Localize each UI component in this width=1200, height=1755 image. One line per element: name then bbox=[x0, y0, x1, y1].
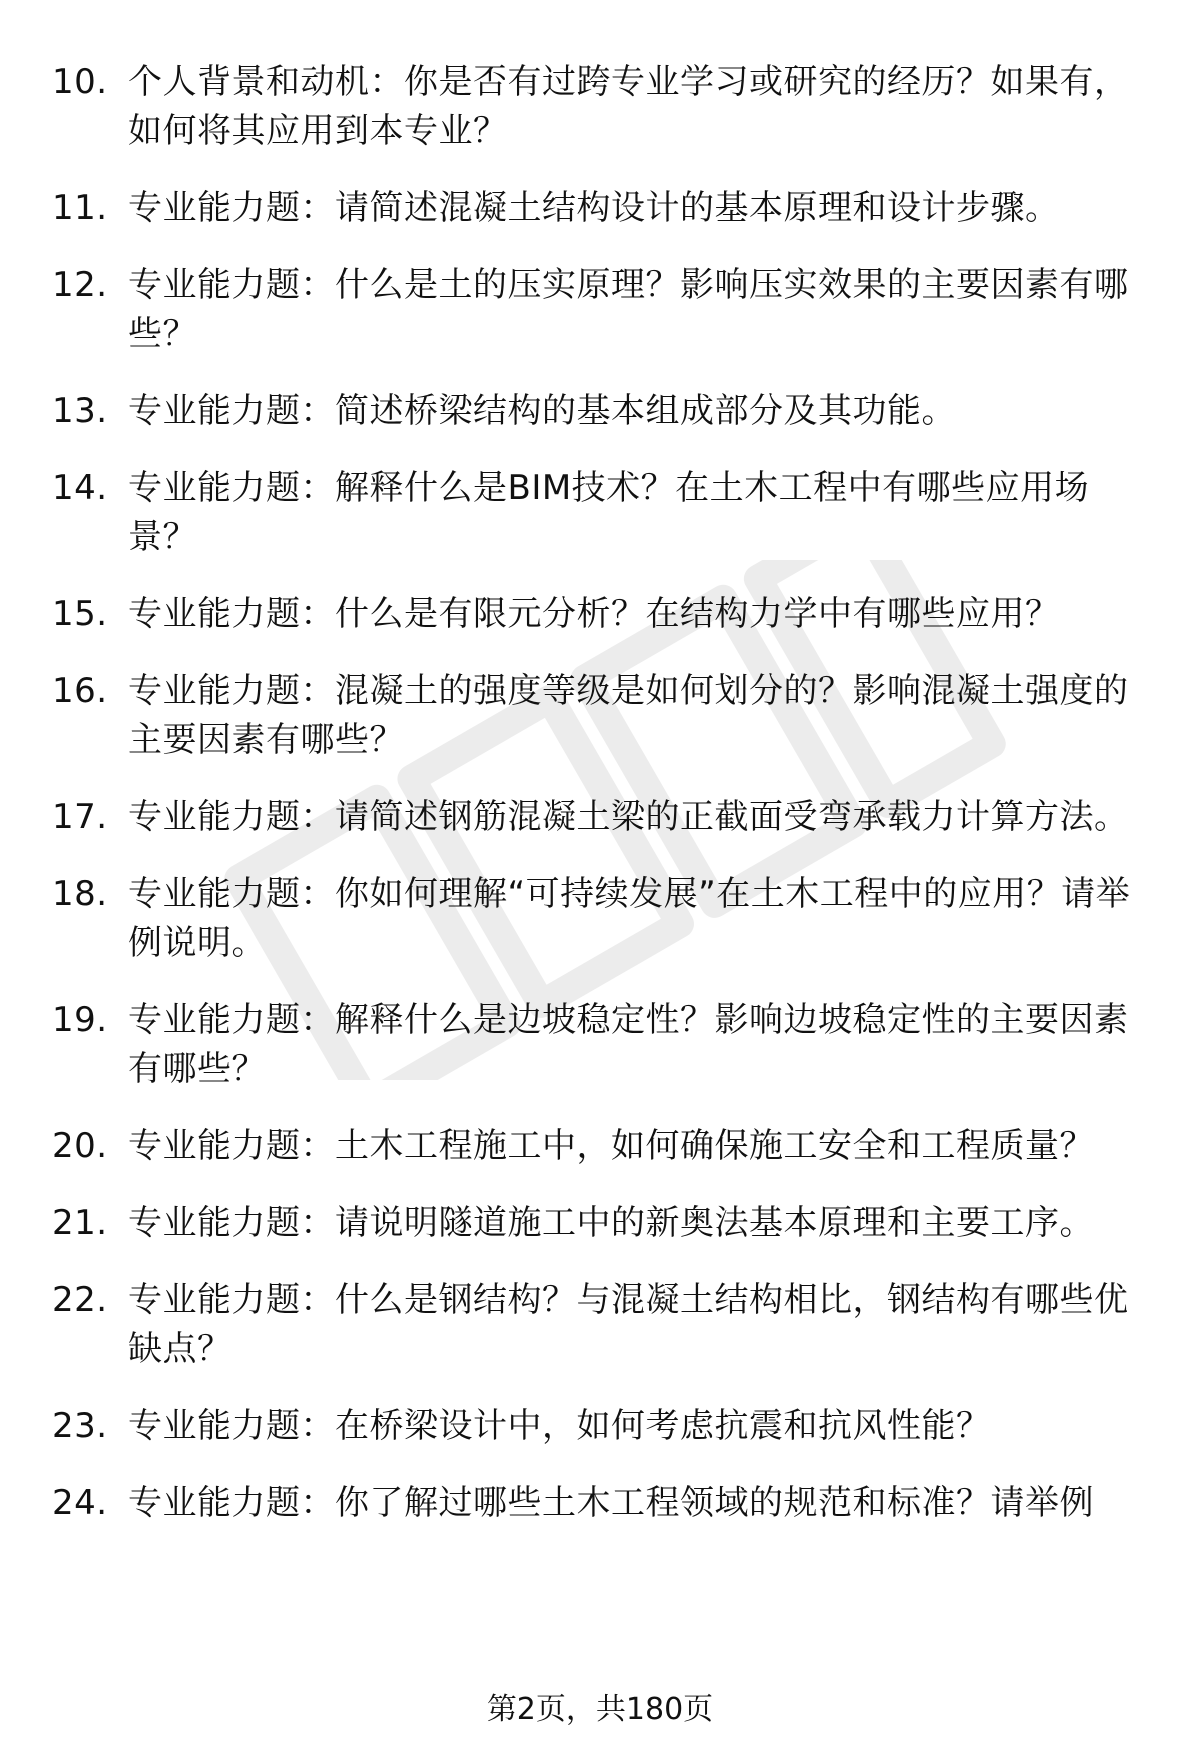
page-footer: 第2页，共180页 bbox=[486, 1692, 714, 1727]
item-text: 专业能力题：解释什么是边坡稳定性？影响边坡稳定性的主要因素有哪些？ bbox=[128, 1000, 1129, 1089]
question-list bbox=[0, 58, 1200, 1556]
list-item bbox=[0, 1402, 1200, 1451]
item-number: 18. bbox=[52, 874, 108, 914]
item-number: 23. bbox=[52, 1406, 108, 1446]
item-text: 专业能力题：你如何理解“可持续发展”在土木工程中的应用？请举例说明。 bbox=[128, 874, 1131, 963]
item-text: 专业能力题：什么是有限元分析？在结构力学中有哪些应用？ bbox=[128, 594, 1060, 634]
item-number: 11. bbox=[52, 188, 108, 228]
list-item bbox=[0, 1479, 1200, 1528]
list-item bbox=[0, 184, 1200, 233]
item-text: 专业能力题：解释什么是BIM技术？在土木工程中有哪些应用场景？ bbox=[128, 468, 1090, 557]
item-number: 22. bbox=[52, 1280, 108, 1320]
item-number: 19. bbox=[52, 1000, 108, 1040]
list-item bbox=[0, 667, 1200, 765]
list-item bbox=[0, 793, 1200, 842]
list-item bbox=[0, 58, 1200, 156]
item-number: 14. bbox=[52, 468, 108, 508]
list-item bbox=[0, 1122, 1200, 1171]
item-text: 专业能力题：混凝土的强度等级是如何划分的？影响混凝土强度的主要因素有哪些？ bbox=[128, 671, 1129, 760]
item-text: 专业能力题：请说明隧道施工中的新奥法基本原理和主要工序。 bbox=[128, 1203, 1094, 1243]
item-number: 10. bbox=[52, 62, 108, 102]
item-number: 13. bbox=[52, 391, 108, 431]
item-text: 专业能力题：在桥梁设计中，如何考虑抗震和抗风性能？ bbox=[128, 1406, 991, 1446]
list-item bbox=[0, 996, 1200, 1094]
list-item bbox=[0, 870, 1200, 968]
item-text: 个人背景和动机：你是否有过跨专业学习或研究的经历？如果有，如何将其应用到本专业？ bbox=[128, 62, 1129, 151]
item-text: 专业能力题：你了解过哪些土木工程领域的规范和标准？请举例 bbox=[128, 1483, 1094, 1523]
item-text: 专业能力题：请简述混凝土结构设计的基本原理和设计步骤。 bbox=[128, 188, 1060, 228]
item-text: 专业能力题：什么是钢结构？与混凝土结构相比，钢结构有哪些优缺点？ bbox=[128, 1280, 1129, 1369]
list-item bbox=[0, 261, 1200, 359]
item-number: 15. bbox=[52, 594, 108, 634]
item-number: 21. bbox=[52, 1203, 108, 1243]
item-number: 20. bbox=[52, 1126, 108, 1166]
list-item bbox=[0, 590, 1200, 639]
item-text: 专业能力题：土木工程施工中，如何确保施工安全和工程质量？ bbox=[128, 1126, 1094, 1166]
list-item bbox=[0, 1199, 1200, 1248]
list-item bbox=[0, 464, 1200, 562]
item-text: 专业能力题：简述桥梁结构的基本组成部分及其功能。 bbox=[128, 391, 956, 431]
item-number: 24. bbox=[52, 1483, 108, 1523]
item-text: 专业能力题：什么是土的压实原理？影响压实效果的主要因素有哪些？ bbox=[128, 265, 1129, 354]
item-number: 12. bbox=[52, 265, 108, 305]
item-text: 专业能力题：请简述钢筋混凝土梁的正截面受弯承载力计算方法。 bbox=[128, 797, 1129, 837]
item-number: 17. bbox=[52, 797, 108, 837]
item-number: 16. bbox=[52, 671, 108, 711]
list-item bbox=[0, 387, 1200, 436]
list-item bbox=[0, 1276, 1200, 1374]
